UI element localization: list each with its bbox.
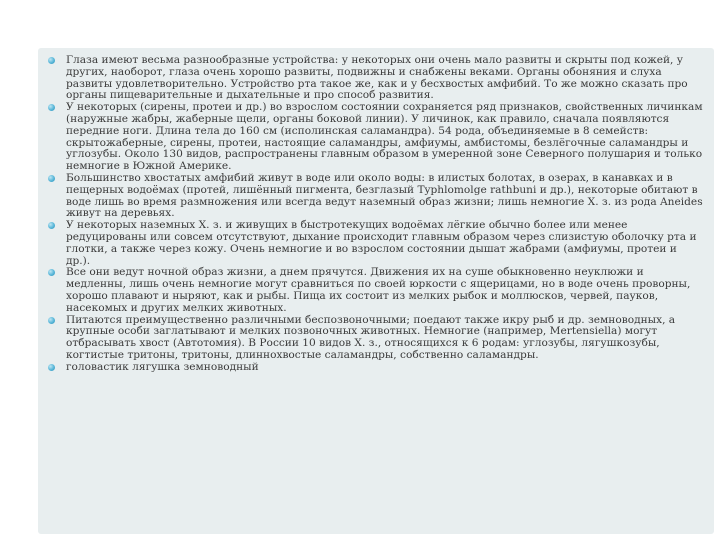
bullet-text: Большинство хвостатых амфибий живут в воде или около воды: в илистых болотах, в озерах, в канавках и в пещерных водоёмах (протей, лишённый пигмента, безглазый Typhlomolge rathbuni и др.), некоторые обитают в воде лишь во время размножения или всегда ведут наземный образ жизни; лишь немногие Х. з. из рода Aneides живут на деревьях. (66, 171, 703, 220)
bullet-text: Питаются преимущественно различными беспозвоночными; поедают также икру рыб и др. земноводных, а крупные особи заглатывают и мелких позвоночных животных. Немногие (например, Mertensiella) могут отбрасывать хвост (Автотомия). В России 10 видов Х. з., относящихся к 6 родам: углозубы, лягушкозубы, когтистые тритоны, тритоны, длиннохвостые саламандры, собственно саламандры. (66, 313, 676, 361)
bullet-dot-icon (48, 57, 55, 64)
bullet-dot-icon (48, 104, 55, 111)
bullet-item (48, 362, 704, 374)
bullet-dot-icon (48, 222, 55, 229)
bullet-text: Все они ведут ночной образ жизни, а днем прячутся. Движения их на суше обыкновенно неуклюжи и медленны, лишь очень немногие могут сравниться по своей юркости с ящерицами, но в воде очень проворны, хорошо плавают и ныряют, как и рыбы. Пища их состоит из мелких рыбок и моллюсков, червей, пауков, насекомых и других мелких животных. (66, 266, 691, 314)
bullet-dot-icon (48, 364, 55, 371)
bullet-item (48, 55, 704, 102)
bullet-text: У некоторых (сирены, протеи и др.) во взрослом состоянии сохраняется ряд признаков, свойственных личинкам (наружные жабры, жаберные щели, органы боковой линии). У личинок, как правило, сначала появляются передние ноги. Длина тела до 160 см (исполинская саламандра). 54 рода, объединяемые в 8 семейств: скрытожаберные, сирены, протеи, настоящие саламандры, амфиумы, амбистомы, безлёгочные саламандры и углозубы. Около 130 видов, распространены главным образом в умеренной зоне Северного полушария и только немногие в Южной Америке. (66, 101, 703, 173)
bullet-dot-icon (48, 269, 55, 276)
bullet-dot-icon (48, 317, 55, 324)
bullet-text: Глаза имеют весьма разнообразные устройства: у некоторых они очень мало развиты и скрыты под кожей, у других, наоборот, глаза очень хорошо развиты, подвижны и снабжены веками. Органы обоняния и слуха развиты удовлетворительно. Устройство рта такое же, как и у бесхвостых амфибий. То же можно сказать про органы пищеварительные и дыхательные и про способ развития. (66, 54, 688, 102)
bullet-item (48, 315, 704, 362)
bullet-text: головастик лягушка земноводный (66, 360, 259, 373)
bullet-text: У некоторых наземных Х. з. и живущих в быстротекущих водоёмах лёгкие обычно более или менее редуцированы или совсем отсутствуют, дыхание происходит главным образом через слизистую оболочку рта и глотки, а также через кожу. Очень немногие и во взрослом состоянии дышат жабрами (амфиумы, протеи и др.). (66, 219, 697, 267)
bullet-item (48, 173, 704, 220)
bullet-item (48, 220, 704, 267)
bullet-dot-icon (48, 175, 55, 182)
bullet-item (48, 267, 704, 314)
content-panel (38, 48, 714, 534)
bullet-item (48, 102, 704, 173)
bullet-list (48, 55, 704, 374)
